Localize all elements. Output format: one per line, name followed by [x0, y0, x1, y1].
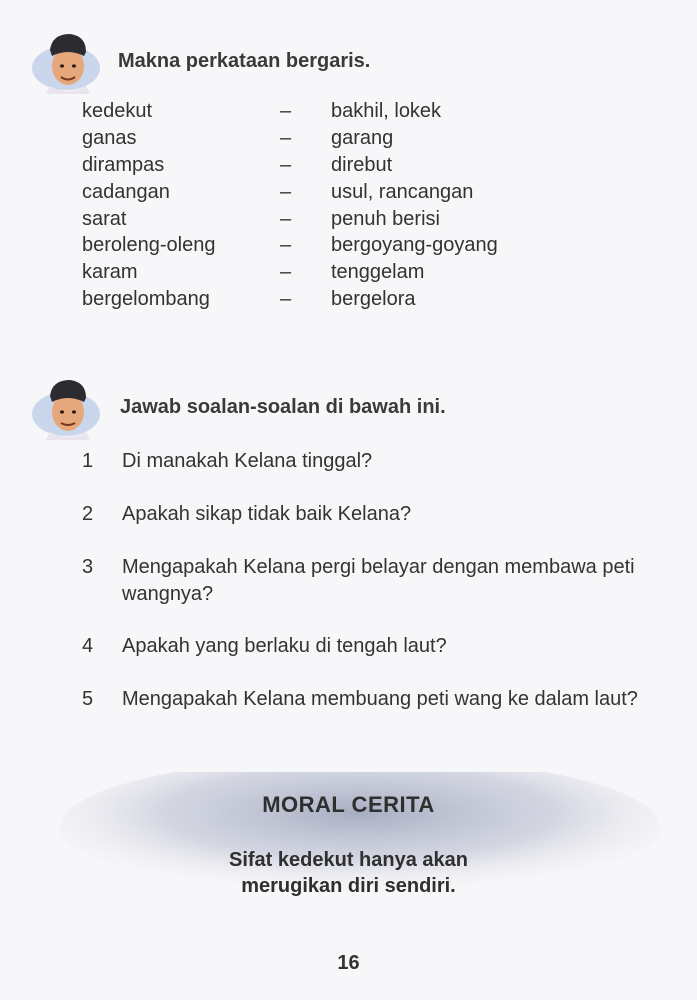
- vocab-dash: –: [280, 261, 292, 284]
- vocab-word: bergelombang: [82, 288, 210, 311]
- moral-text-line: Sifat kedekut hanya akan: [229, 849, 468, 871]
- vocab-word: kedekut: [82, 100, 153, 122]
- vocab-meaning: garang: [331, 126, 394, 149]
- question-text: Di manakah Kelana tinggal?: [122, 450, 373, 472]
- vocab-word: ganas: [82, 126, 137, 149]
- vocab-dash: –: [280, 288, 292, 311]
- vocab-row: [82, 259, 642, 286]
- question-item: [82, 554, 672, 608]
- question-number: 4: [82, 635, 94, 657]
- vocab-meaning: penuh berisi: [331, 207, 440, 230]
- vocab-row: [82, 206, 642, 233]
- vocab-dash: –: [280, 234, 292, 257]
- vocab-word: sarat: [82, 207, 127, 230]
- vocab-row: [82, 152, 642, 179]
- question-item: [82, 501, 672, 528]
- vocab-row: [82, 98, 642, 125]
- question-text: Mengapakah Kelana pergi belayar dengan membawa peti wangnya?: [122, 556, 635, 605]
- question-item: [82, 686, 672, 713]
- vocab-dash: –: [280, 126, 292, 149]
- vocab-row: [82, 125, 642, 152]
- question-item: [82, 633, 672, 660]
- question-number: 3: [82, 556, 94, 578]
- question-item: [82, 448, 672, 475]
- question-number: 5: [82, 688, 94, 710]
- question-text: Mengapakah Kelana membuang peti wang ke dalam laut?: [122, 688, 638, 710]
- vocab-meaning: bergelora: [331, 288, 416, 311]
- moral-title: MORAL CERITA: [262, 792, 435, 817]
- vocab-row: [82, 286, 642, 313]
- boy-with-songkok-icon: [30, 374, 102, 440]
- vocab-meaning: bakhil, lokek: [331, 100, 442, 122]
- questions-heading: Jawab soalan-soalan di bawah ini.: [120, 396, 446, 418]
- vocab-meaning: usul, rancangan: [331, 180, 474, 203]
- vocab-heading: Makna perkataan bergaris.: [118, 50, 371, 72]
- question-number: 1: [82, 450, 94, 472]
- page-number: 16: [337, 952, 360, 974]
- vocab-word: cadangan: [82, 180, 170, 203]
- question-number: 2: [82, 503, 94, 525]
- vocab-meaning: direbut: [331, 153, 393, 176]
- vocab-meaning: tenggelam: [331, 261, 425, 284]
- vocab-list: [82, 98, 642, 313]
- vocab-dash: –: [280, 100, 292, 122]
- vocab-dash: –: [280, 180, 292, 203]
- boy-with-songkok-icon: [30, 28, 102, 94]
- vocab-dash: –: [280, 207, 292, 230]
- moral-text-line: merugikan diri sendiri.: [241, 875, 456, 897]
- vocab-word: dirampas: [82, 153, 165, 176]
- vocab-dash: –: [280, 153, 292, 176]
- vocab-row: [82, 232, 642, 259]
- vocab-meaning: bergoyang-goyang: [331, 234, 498, 257]
- question-text: Apakah yang berlaku di tengah laut?: [122, 635, 447, 657]
- vocab-word: beroleng-oleng: [82, 234, 216, 257]
- vocab-word: karam: [82, 261, 138, 284]
- question-text: Apakah sikap tidak baik Kelana?: [122, 503, 412, 525]
- vocab-row: [82, 179, 642, 206]
